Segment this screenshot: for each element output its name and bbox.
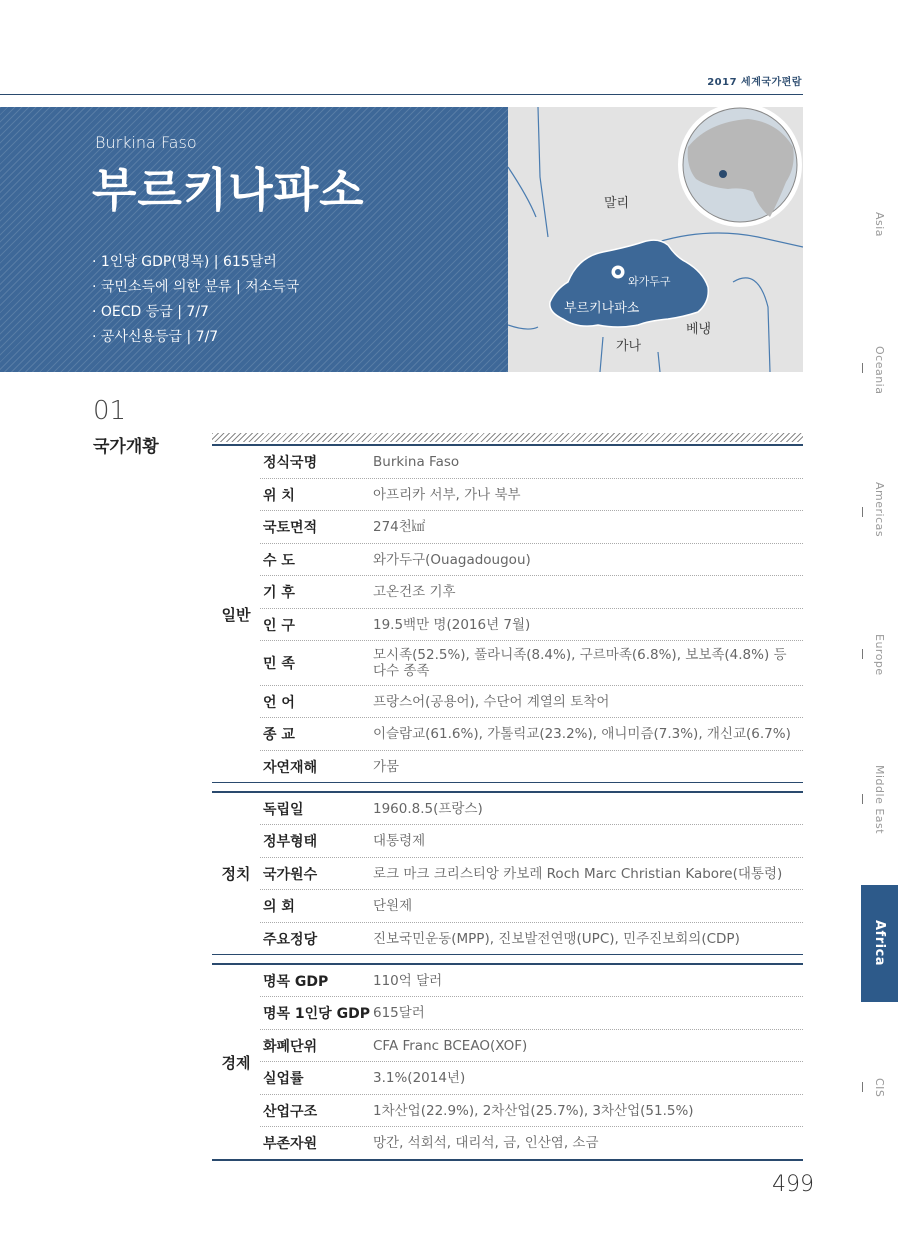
table-row	[260, 479, 803, 511]
label-mali: 말리	[604, 196, 630, 211]
label-capital: 와가두구	[628, 275, 671, 288]
tab-tick	[862, 649, 863, 659]
table-row	[260, 609, 803, 641]
side-tab-label: Africa	[872, 920, 887, 967]
row-key: 인 구	[263, 617, 295, 634]
fact-gdp: · 1인당 GDP(명목) | 615달러	[92, 254, 277, 270]
side-tab-middle-east[interactable]	[861, 760, 898, 840]
table-row	[260, 446, 803, 479]
book-title: 2017 세계국가편람	[707, 77, 802, 88]
location-map	[508, 107, 803, 372]
fact-oecd: · OECD 등급 | 7/7	[92, 304, 209, 320]
row-value: Burkina Faso	[373, 454, 460, 470]
row-value: 가뭄	[373, 758, 400, 775]
row-value: 고온건조 기후	[373, 584, 456, 600]
row-key: 자연재해	[263, 759, 318, 776]
table-row	[260, 511, 803, 544]
side-tab-label: Middle East	[873, 765, 886, 835]
row-value: 망간, 석회석, 대리석, 금, 인산염, 소금	[373, 1135, 599, 1151]
table-row	[260, 997, 803, 1030]
row-key: 종 교	[263, 727, 295, 743]
row-key: 국가원수	[263, 866, 318, 883]
row-value: CFA Franc BCEAO(XOF)	[373, 1037, 528, 1054]
header-rule	[0, 94, 803, 95]
row-key: 주요정당	[263, 931, 318, 948]
row-value: 110억 달러	[373, 972, 443, 989]
row-key: 화폐단위	[263, 1038, 318, 1055]
tab-tick	[862, 1082, 863, 1092]
table-row	[260, 1095, 803, 1127]
table-row	[260, 965, 803, 997]
table-row	[260, 1127, 803, 1159]
row-key: 민 족	[263, 656, 295, 672]
table-row	[260, 858, 803, 890]
table-row	[260, 751, 803, 782]
row-key: 명목 1인당 GDP	[263, 1006, 370, 1022]
side-tab-europe[interactable]	[861, 620, 898, 690]
globe-country-mark	[719, 170, 727, 178]
side-tab-asia[interactable]	[861, 190, 898, 260]
row-value: 프랑스어(공용어), 수단어 계열의 토착어	[373, 693, 610, 710]
row-key: 부존자원	[263, 1136, 318, 1152]
group-label: 경제	[221, 1053, 251, 1072]
fact-income-class: · 국민소득에 의한 분류 | 저소득국	[92, 279, 300, 295]
row-value: 3.1%(2014년)	[373, 1070, 466, 1086]
row-key: 수 도	[263, 552, 295, 569]
row-key: 의 회	[263, 899, 295, 915]
label-ghana: 가나	[616, 339, 642, 354]
capital-pin-dot	[615, 269, 621, 275]
side-tab-label: Asia	[873, 212, 886, 238]
group-politics	[212, 791, 803, 954]
fact-credit: · 공사신용등급 | 7/7	[92, 329, 219, 345]
section-number: 01	[93, 396, 127, 426]
side-tab-oceania[interactable]	[861, 335, 898, 405]
side-tab-americas[interactable]	[861, 475, 898, 545]
table-row	[260, 825, 803, 858]
section-title: 국가개황	[93, 437, 159, 457]
row-value: 이슬람교(61.6%), 가톨릭교(23.2%), 애니미즘(7.3%), 개신교(6.7%)	[373, 726, 791, 742]
table-row	[260, 544, 803, 576]
row-value: 진보국민운동(MPP), 진보발전연맹(UPC), 민주진보회의(CDP)	[373, 930, 740, 947]
tab-tick	[862, 794, 863, 804]
table-bottom-rule	[212, 1159, 803, 1161]
page-number: 499	[772, 1172, 814, 1197]
table-row	[260, 718, 803, 751]
map-svg	[508, 107, 803, 372]
row-value: 대통령제	[373, 833, 426, 849]
row-value: 단원제	[373, 898, 413, 914]
table-row	[260, 793, 803, 825]
row-key: 언 어	[263, 694, 295, 711]
country-name-en: Burkina Faso	[95, 133, 197, 152]
key-facts	[92, 250, 299, 350]
row-value: 아프리카 서부, 가나 북부	[373, 486, 521, 503]
group-economy	[212, 963, 803, 1159]
row-key: 독립일	[263, 801, 304, 818]
group-general	[212, 444, 803, 782]
table-row	[260, 1030, 803, 1062]
tab-tick	[862, 507, 863, 517]
row-value: 19.5백만 명(2016년 7월)	[373, 616, 531, 633]
section-hatch-bar	[212, 433, 803, 442]
row-value: 모시족(52.5%), 풀라니족(8.4%), 구르마족(6.8%), 보보족(4.8%) 등 다수 종족	[373, 647, 787, 679]
label-burkina: 부르키나파소	[564, 301, 640, 316]
row-key: 실업률	[263, 1071, 304, 1087]
table-row	[260, 686, 803, 718]
table-row	[260, 576, 803, 609]
row-key: 위 치	[263, 487, 295, 504]
table-row	[260, 641, 803, 686]
group-label: 정치	[221, 865, 251, 883]
table-row	[260, 1062, 803, 1095]
group-label: 일반	[221, 605, 251, 624]
row-value: 274천㎢	[373, 519, 426, 535]
row-value: 1차산업(22.9%), 2차산업(25.7%), 3차산업(51.5%)	[373, 1102, 694, 1119]
row-value: 와가두구(Ouagadougou)	[373, 551, 531, 568]
table-row	[260, 923, 803, 954]
side-tab-cis[interactable]	[861, 1065, 898, 1110]
row-value: 1960.8.5(프랑스)	[373, 800, 483, 817]
side-tab-africa[interactable]	[861, 885, 898, 1002]
row-value: 로크 마크 크리스티앙 카보레 Roch Marc Christian Kabore(대통령)	[373, 865, 783, 882]
table-row	[260, 890, 803, 923]
side-tab-label: CIS	[873, 1077, 886, 1098]
tab-tick	[862, 363, 863, 373]
row-key: 명목 GDP	[263, 973, 329, 990]
row-key: 정식국명	[263, 455, 318, 471]
overview-table	[212, 444, 803, 1161]
group-separator	[212, 782, 803, 791]
row-key: 산업구조	[263, 1103, 318, 1120]
side-tab-label: Europe	[873, 634, 886, 676]
side-tab-label: Americas	[873, 482, 886, 538]
label-benin: 베냉	[686, 322, 712, 337]
row-key: 정부형태	[263, 834, 318, 850]
row-value: 615달러	[373, 1005, 425, 1021]
group-separator	[212, 954, 803, 963]
row-key: 기 후	[263, 585, 295, 601]
row-key: 국토면적	[263, 520, 318, 536]
country-name-ko: 부르키나파소	[92, 163, 365, 217]
side-tab-label: Oceania	[873, 345, 886, 395]
